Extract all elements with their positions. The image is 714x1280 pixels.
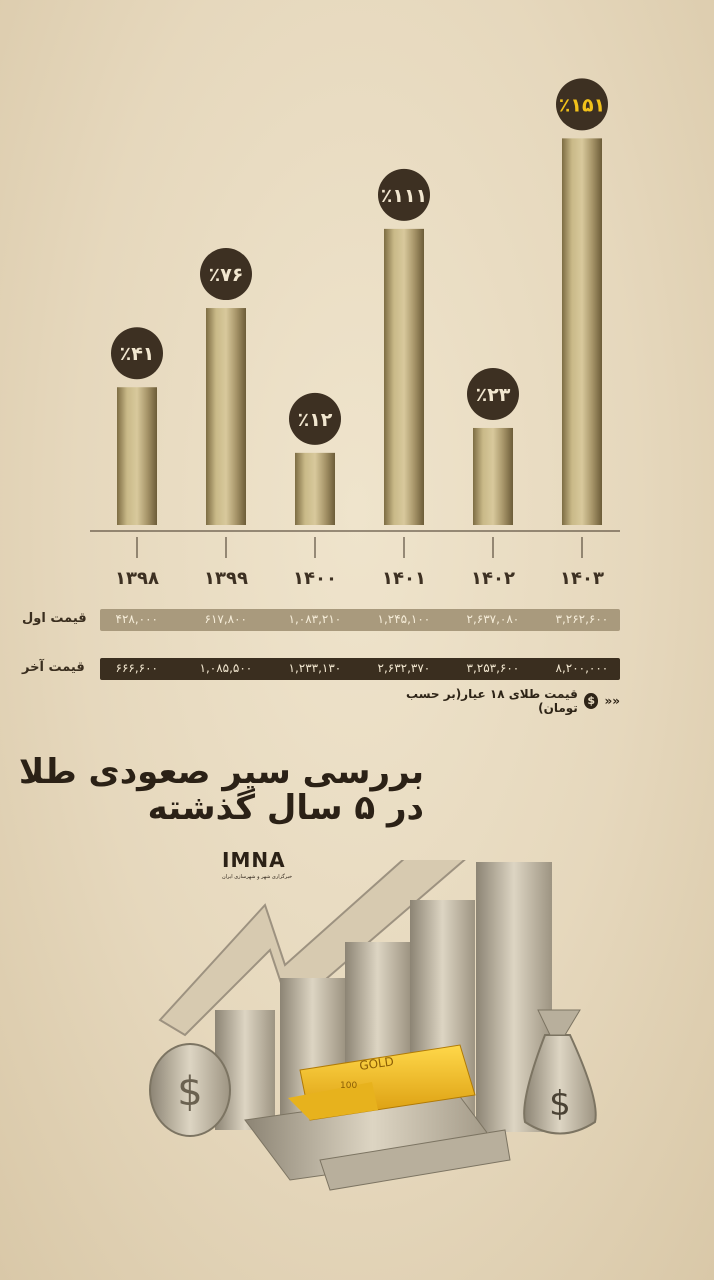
bar-3 [384,229,424,525]
bar-0 [117,387,157,525]
bar-4 [473,428,513,525]
row2-cell-0: ۶۶۶,۶۰۰ [115,661,158,675]
first-price-row [100,609,620,631]
double-chevron-icon: »» [604,694,620,708]
page-title-line1: بررسی سیر صعودی طلا [18,752,424,792]
value-label-3: ٪۱۱۱ [380,184,428,207]
tick-label-5: ۱۴۰۳ [560,568,604,589]
value-label-5: ٪۱۵۱ [558,94,606,117]
page-title-line2: در ۵ سال گذشته [147,788,424,828]
svg-text:$: $ [549,1084,571,1124]
svg-text:$: $ [177,1069,203,1115]
first-price-label: قیمت اول [22,611,87,626]
bar-chart [0,0,714,600]
bar-2 [295,453,335,525]
row1-cell-3: ۱,۲۴۵,۱۰۰ [377,612,431,626]
unit-note [380,687,620,715]
last-price-row [100,658,620,680]
value-label-1: ٪۷۶ [208,264,244,287]
value-label-2: ٪۱۲ [297,408,333,431]
row2-cell-4: ۳,۲۵۳,۶۰۰ [466,661,520,675]
value-label-4: ٪۲۳ [475,383,511,406]
gold-growth-illustration [0,860,714,1280]
dollar-icon: $ [584,693,599,709]
last-price-label: قیمت آخر [22,660,85,675]
bar-1 [206,308,246,525]
logo-text: IMNA [222,848,286,872]
note-text: قیمت طلای ۱۸ عیار(بر حسب تومان) [405,687,578,715]
row1-cell-2: ۱,۰۸۳,۲۱۰ [288,612,342,626]
value-label-0: ٪۴۱ [119,343,155,366]
svg-text:GOLD: GOLD [358,1054,395,1073]
row2-cell-5: ۸,۲۰۰,۰۰۰ [555,661,609,675]
tick-label-0: ۱۳۹۸ [115,568,159,589]
tick-label-1: ۱۳۹۹ [204,568,248,589]
tick-label-2: ۱۴۰۰ [293,568,337,589]
bar-5 [562,138,602,525]
row2-cell-3: ۲,۶۳۲,۳۷۰ [377,661,431,675]
row1-cell-5: ۳,۲۶۲,۶۰۰ [555,612,609,626]
row2-cell-1: ۱,۰۸۵,۵۰۰ [199,661,253,675]
row1-cell-4: ۲,۶۳۷,۰۸۰ [466,612,520,626]
svg-text:100: 100 [340,1081,358,1091]
tick-label-3: ۱۴۰۱ [382,568,426,589]
row1-cell-0: ۴۲۸,۰۰۰ [115,612,158,626]
logo-subtitle: خبرگزاری شهر و شهرسازی ایران [222,874,293,880]
tick-label-4: ۱۴۰۲ [471,568,515,589]
row2-cell-2: ۱,۲۳۳,۱۳۰ [288,661,342,675]
row1-cell-1: ۶۱۷,۸۰۰ [204,612,247,626]
